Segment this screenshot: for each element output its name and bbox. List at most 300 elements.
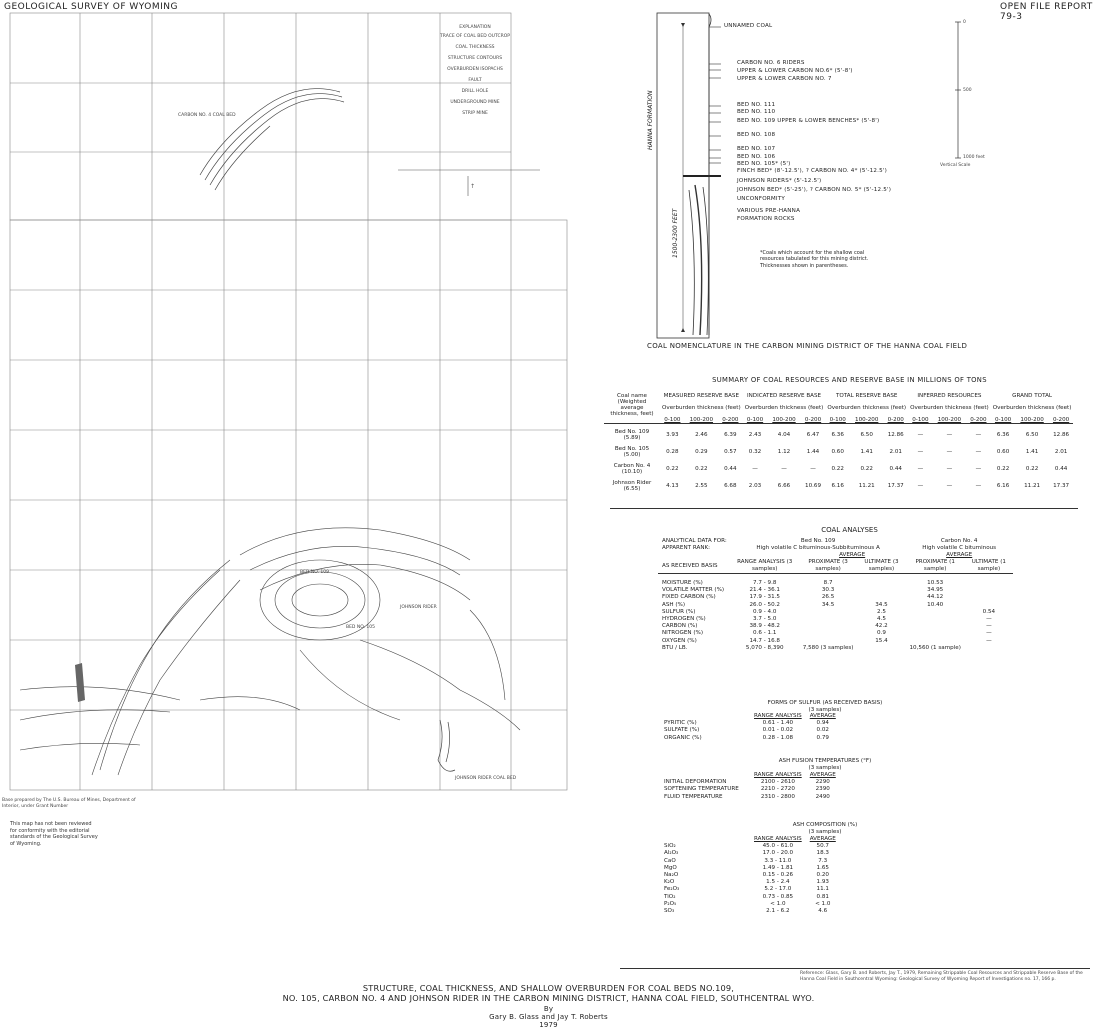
range-header: 0-200 <box>970 417 987 423</box>
map-title-line2: NO. 105, CARBON NO. 4 AND JOHNSON RIDER IN THE CARBON MINING DISTRICT, HANNA COAL FIELD, SOUTHCENTRAL WYO. <box>282 993 815 1003</box>
value-cell: 4.6 <box>818 908 828 915</box>
value-cell: 17.9 - 31.5 <box>749 594 780 601</box>
value-cell: 0.94 <box>816 720 829 727</box>
ash-samples: (3 samples) <box>808 765 842 771</box>
bed2: Carbon No. 4 <box>940 538 978 544</box>
property-cell: CARBON (%) <box>662 623 698 630</box>
value-cell: 2.1 - 6.2 <box>766 908 790 915</box>
property-cell: HYDROGEN (%) <box>662 616 706 623</box>
table-row <box>658 594 1013 601</box>
table-row <box>604 475 1073 492</box>
map-label: JOHNSON RIDER COAL BED <box>455 776 517 781</box>
label: ANALYTICAL DATA FOR: <box>662 538 727 544</box>
unit-label: JOHNSON BED* (5'-25'), ? CARBON NO. 5* (5'-12.5') <box>737 187 892 193</box>
unit-label: FINCH BED* (8'-12.5'), ? CARBON NO. 4* (5'-12.5') <box>737 168 888 174</box>
property-cell: INITIAL DEFORMATION <box>664 779 727 786</box>
value-cell: 1.65 <box>816 864 829 871</box>
value-cell: 2.46 <box>695 432 708 438</box>
group-sub: Overburden thickness (feet) <box>827 405 907 411</box>
coal-name-cell <box>604 424 660 442</box>
value-cell: 0.20 <box>816 872 829 879</box>
value-cell: 8.7 <box>823 580 833 586</box>
col-header: PROXIMATE (3 samples) <box>808 559 848 572</box>
value-cell <box>799 609 858 616</box>
value-cell: 4.04 <box>777 432 791 438</box>
coal-name-cell <box>604 441 660 458</box>
value-cell: 15.4 <box>875 637 888 644</box>
value-cell: 38.9 - 48.2 <box>749 623 780 630</box>
unit-label: BED NO. 107 <box>737 146 776 152</box>
value-cell: 30.3 <box>821 587 835 594</box>
value-cell: — <box>917 483 924 489</box>
value-cell: 0.02 <box>816 727 829 734</box>
value-cell: 7.7 - 9.8 <box>753 580 777 586</box>
coal-name: Johnson Rider <box>612 480 652 486</box>
value-cell: — <box>810 466 816 472</box>
property-cell: FIXED CARBON (%) <box>662 594 716 601</box>
value-cell: — <box>986 623 992 630</box>
value-cell: 17.37 <box>887 483 904 489</box>
references: Reference: Glass, Gary B. and Roberts, Jay T., 1979, Remaining Strippable Coal Resources and Strippable Reserve Base of the Hanna Coal Field in Southcentral Wyoming: Geological Survey of Wyoming Report of Investigations no. 17, 166 p. <box>800 971 1083 982</box>
value-cell: — <box>917 432 924 438</box>
vertical-scale <box>950 18 1010 168</box>
unit-label: UPPER & LOWER CARBON NO. 7 <box>737 76 832 82</box>
upper-outcrop <box>200 89 344 190</box>
value-cell: 4.5 <box>877 616 886 623</box>
review-note: This map has not been reviewed for conformity with the editorial standards of the Geological Survey of Wyoming. <box>10 821 98 847</box>
value-cell: 2.5 <box>877 608 886 615</box>
value-cell: 6.66 <box>777 483 791 489</box>
value-cell: 26.5 <box>821 594 835 601</box>
lower-right-outcrop <box>438 720 455 771</box>
unit-label: FORMATION ROCKS <box>737 216 795 222</box>
range-header: 100-200 <box>689 417 714 423</box>
value-cell: 0.60 <box>996 449 1010 455</box>
coal-map <box>0 0 600 850</box>
explanation-title: EXPLANATION <box>459 25 491 30</box>
column-caption: COAL NOMENCLATURE IN THE CARBON MINING DISTRICT OF THE HANNA COAL FIELD <box>647 342 968 350</box>
unit-label: BED NO. 108 <box>737 132 776 138</box>
unit-label: BED NO. 110 <box>737 109 776 115</box>
value-cell: 6.36 <box>996 432 1010 438</box>
coal-thickness: (5.89) <box>623 435 641 441</box>
table-row <box>658 630 1013 637</box>
value-cell: 0.29 <box>695 449 708 455</box>
header-left: GEOLOGICAL SURVEY OF WYOMING <box>4 2 178 12</box>
value-cell: 0.22 <box>860 466 873 472</box>
unit-label: BED NO. 111 <box>737 102 776 108</box>
group-sub: Overburden thickness (feet) <box>744 405 824 411</box>
value-cell: — <box>781 466 787 472</box>
explanation-item: COAL THICKNESS <box>455 45 495 50</box>
value-cell: 0.61 - 1.40 <box>762 720 794 727</box>
range-header: 0-100 <box>746 417 764 423</box>
value-cell: 0.15 - 0.26 <box>762 872 794 879</box>
property-cell: K₂O <box>664 879 675 886</box>
thickness-label: 1500-2300 FEET <box>672 208 679 258</box>
unit-label: UPPER & LOWER CARBON NO.6* (5'-8') <box>737 68 853 74</box>
column-footnote: *Coals which account for the shallow coal resources tabulated for this mining district. Thicknesses shown in parentheses. <box>760 250 869 269</box>
summary-title: SUMMARY OF COAL RESOURCES AND RESERVE BASE IN MILLIONS OF TONS <box>712 376 987 384</box>
range-label: RANGE ANALYSIS <box>754 772 802 778</box>
value-cell <box>965 645 1013 652</box>
analyses-title: COAL ANALYSES <box>821 526 878 534</box>
unit-label: BED NO. 109 UPPER & LOWER BENCHES* (5'-8') <box>737 118 880 124</box>
ash-title: ASH FUSION TEMPERATURES (°F) <box>778 758 872 764</box>
range-header: 100-200 <box>1020 417 1044 423</box>
map-label: JOHNSON RIDER <box>400 605 437 610</box>
coal-name-cell <box>604 475 660 492</box>
table-row <box>660 858 840 865</box>
rank1: High volatile C bituminous-Subbituminous A <box>756 545 880 551</box>
value-cell: 11.21 <box>858 483 875 489</box>
table-row <box>660 794 840 801</box>
unit-label: BED NO. 106 <box>737 154 776 160</box>
value-cell <box>857 587 905 594</box>
unit-label: UNNAMED COAL <box>724 23 773 29</box>
range-header: 0-100 <box>829 417 846 423</box>
value-cell: 0.28 - 1.08 <box>762 734 794 741</box>
coal-name-cell <box>604 458 660 475</box>
col-header: PROXIMATE (1 sample) <box>915 559 955 572</box>
unit-label: CARBON NO. 6 RIDERS <box>737 60 805 66</box>
value-cell: 0.9 <box>877 630 886 637</box>
value-cell: — <box>975 466 982 472</box>
property-cell: NITROGEN (%) <box>662 630 704 637</box>
value-cell: 1.5 - 2.4 <box>766 879 790 886</box>
value-cell: 7,580 (3 samples) <box>802 644 854 651</box>
value-cell: — <box>752 466 758 472</box>
col-header: RANGE ANALYSIS (3 samples) <box>737 559 793 572</box>
table-row <box>660 879 840 886</box>
value-cell: — <box>917 449 924 455</box>
value-cell: 0.44 <box>1054 466 1068 472</box>
sulfur-title: FORMS OF SULFUR (AS RECEIVED BASIS) <box>767 700 883 706</box>
value-cell: 2490 <box>815 793 830 800</box>
value-cell: 0.22 <box>666 466 679 472</box>
value-cell: 0.9 - 4.0 <box>753 608 777 615</box>
property-cell: BTU / LB. <box>662 644 688 651</box>
value-cell: — <box>946 466 953 472</box>
map-explanation <box>420 25 530 116</box>
footer <box>0 983 1097 1029</box>
year: 1979 <box>539 1021 558 1029</box>
scale-tick-label: 1000 feet <box>963 155 985 160</box>
sulfur-table <box>660 713 840 742</box>
value-cell: 0.44 <box>889 466 902 472</box>
value-cell: 2.55 <box>695 483 708 489</box>
coal-name: Bed No. 109 <box>614 429 650 435</box>
value-cell: 17.37 <box>1053 483 1070 489</box>
table-row <box>660 901 840 908</box>
value-cell: 14.7 - 16.8 <box>749 637 780 644</box>
value-cell: 2290 <box>815 779 830 786</box>
explanation-item: OVERBURDEN ISOPACHS <box>447 67 503 72</box>
table-row <box>658 623 1013 630</box>
value-cell: 2390 <box>815 786 830 793</box>
col-coal-name: Coal name <box>617 393 647 399</box>
value-cell: 50.7 <box>816 843 829 850</box>
property-cell: PYRITIC (%) <box>664 720 697 727</box>
north-arrow-icon: ↑ <box>470 183 476 190</box>
group-header: INFERRED RESOURCES <box>917 393 982 399</box>
value-cell: 6.16 <box>831 483 844 489</box>
value-cell: 0.6 - 1.1 <box>753 630 777 637</box>
value-cell: 0.22 <box>831 466 844 472</box>
value-cell: 11.21 <box>1024 483 1041 489</box>
value-cell: 5,070 - 8,390 <box>745 644 784 651</box>
value-cell: 6.39 <box>724 432 737 438</box>
value-cell: 34.95 <box>927 587 944 594</box>
coal-field-contours <box>20 528 520 775</box>
unit-label: VARIOUS PRE-HANNA <box>737 208 801 214</box>
value-cell: 10,560 (1 sample) <box>909 644 961 651</box>
value-cell: < 1.0 <box>815 900 831 907</box>
value-cell <box>905 609 964 616</box>
avg-label: AVERAGE <box>809 836 836 842</box>
group-sub: Overburden thickness (feet) <box>910 405 989 411</box>
value-cell: 2100 - 2610 <box>760 779 795 786</box>
value-cell <box>905 630 964 637</box>
value-cell: 1.44 <box>806 449 820 455</box>
value-cell: 34.5 <box>821 601 835 608</box>
table-row <box>660 727 840 734</box>
value-cell: 1.41 <box>1025 449 1039 455</box>
strat-column <box>645 5 735 345</box>
comp-table <box>660 836 840 915</box>
table-row <box>660 779 840 786</box>
value-cell: — <box>986 637 992 644</box>
value-cell: 17.0 - 20.0 <box>762 850 794 857</box>
value-cell: 6.16 <box>996 483 1010 489</box>
by-label: By <box>543 1005 554 1013</box>
property-cell: VOLATILE MATTER (%) <box>662 587 725 594</box>
value-cell: 12.86 <box>887 432 904 438</box>
unit-label: UNCONFORMITY <box>737 196 785 202</box>
col-header: ULTIMATE (1 sample) <box>971 559 1006 572</box>
value-cell <box>799 638 858 645</box>
value-cell: — <box>975 483 982 489</box>
value-cell: 0.81 <box>816 893 829 900</box>
scale-bar <box>398 170 540 196</box>
group-sub: Overburden thickness (feet) <box>992 405 1072 411</box>
table-row <box>658 587 1013 594</box>
sulfur-samples: (3 samples) <box>808 707 842 713</box>
label: APPARENT RANK: <box>662 545 711 551</box>
range-header: 0-100 <box>664 417 681 423</box>
value-cell: 1.41 <box>860 449 873 455</box>
value-cell: 2.01 <box>889 449 902 455</box>
value-cell: 26.0 - 50.2 <box>749 601 780 608</box>
value-cell: 0.57 <box>724 449 737 455</box>
table-row <box>658 602 1013 609</box>
value-cell: — <box>946 432 953 438</box>
value-cell: — <box>946 449 953 455</box>
value-cell: 44.12 <box>927 594 944 601</box>
value-cell: 21.4 - 36.1 <box>749 587 780 594</box>
table-row <box>660 786 840 793</box>
value-cell: 2310 - 2800 <box>760 793 795 800</box>
explanation-item: TRACE OF COAL BED OUTCROP <box>440 34 510 39</box>
property-cell: Fe₂O₃ <box>664 886 680 893</box>
value-cell: 3.7 - 5.0 <box>753 616 777 623</box>
value-cell: 2.43 <box>748 432 762 438</box>
property-cell: FLUID TEMPERATURE <box>664 793 723 800</box>
value-cell: 12.86 <box>1053 432 1070 438</box>
explanation-item: STRUCTURE CONTOURS <box>447 56 503 61</box>
range-header: 0-200 <box>1052 417 1070 423</box>
value-cell <box>799 630 858 637</box>
divider <box>610 508 1078 509</box>
value-cell: 6.47 <box>806 432 820 438</box>
value-cell: — <box>917 466 924 472</box>
table-row <box>660 886 840 893</box>
value-cell: 10.40 <box>927 601 944 608</box>
explanation-item: FAULT <box>468 78 482 83</box>
table-row <box>660 850 840 857</box>
coal-thickness: (6.55) <box>623 486 641 492</box>
value-cell: 10.53 <box>927 580 944 586</box>
value-cell: 0.73 - 0.85 <box>762 893 794 900</box>
map-label: BED NO. 105 <box>346 625 376 630</box>
value-cell: 11.1 <box>816 886 829 893</box>
range-header: 0-100 <box>912 417 929 423</box>
value-cell: 3.3 - 11.0 <box>764 857 792 864</box>
ash-title-block <box>730 758 920 772</box>
table-row <box>658 645 1013 652</box>
value-cell: 1.12 <box>777 449 791 455</box>
coal-thickness: (10.10) <box>621 469 643 475</box>
value-cell: — <box>975 449 982 455</box>
value-cell: 6.50 <box>860 432 873 438</box>
coal-thickness: (5.00) <box>623 452 641 458</box>
table-row <box>660 843 840 850</box>
value-cell <box>905 616 964 623</box>
value-cell: 10.69 <box>805 483 822 489</box>
coal-name: Bed No. 105 <box>614 446 650 452</box>
col-coal-sub: (Weighted average thickness, feet) <box>610 399 654 417</box>
explanation-item: DRILL HOLE <box>461 89 489 94</box>
value-cell: — <box>975 432 982 438</box>
table-row <box>604 458 1073 475</box>
table-row <box>660 735 840 742</box>
value-cell: 4.13 <box>666 483 679 489</box>
range-header: 100-200 <box>855 417 879 423</box>
group-header: TOTAL RESERVE BASE <box>835 393 898 399</box>
value-cell: 42.2 <box>875 623 888 630</box>
sulfur-title-block <box>720 700 930 714</box>
value-cell <box>857 580 905 587</box>
value-cell: 6.50 <box>1025 432 1039 438</box>
property-cell: MOISTURE (%) <box>662 580 703 586</box>
property-cell: SiO₂ <box>664 843 676 850</box>
range-header: 0-200 <box>722 417 739 423</box>
value-cell: 45.0 - 61.0 <box>762 843 794 850</box>
range-label: RANGE ANALYSIS <box>754 836 802 842</box>
value-cell: 0.32 <box>748 449 762 455</box>
coal-name: Carbon No. 4 <box>613 463 651 469</box>
table-row <box>660 908 840 915</box>
basis-label: AS RECEIVED BASIS <box>662 562 718 569</box>
property-cell: SULFATE (%) <box>664 727 700 734</box>
value-cell <box>799 623 858 630</box>
authors: Gary B. Glass and Jay T. Roberts <box>489 1013 608 1021</box>
scale-tick-label: 500 <box>963 88 972 93</box>
property-cell: CaO <box>664 857 676 864</box>
value-cell: 0.01 - 0.02 <box>762 727 794 734</box>
value-cell <box>905 638 964 645</box>
value-cell: 0.22 <box>996 466 1010 472</box>
group-header: INDICATED RESERVE BASE <box>746 393 822 399</box>
property-cell: SOFTENING TEMPERATURE <box>664 786 739 793</box>
average-label: AVERAGE <box>946 552 973 558</box>
range-header: 0-200 <box>804 417 822 423</box>
value-cell <box>965 580 1013 587</box>
value-cell: 6.36 <box>831 432 844 438</box>
scale-caption: Vertical Scale <box>940 163 971 168</box>
property-cell: P₂O₅ <box>664 900 677 907</box>
base-note: Base prepared by The U.S. Bureau of Mines, Department of Interior, under Grant Number <box>2 798 136 809</box>
table-row <box>604 441 1073 458</box>
comp-samples: (3 samples) <box>808 829 842 835</box>
value-cell: 2210 - 2720 <box>760 786 795 793</box>
value-cell: 0.60 <box>831 449 844 455</box>
bed1: Bed No. 109 <box>800 538 836 544</box>
unit-label: JOHNSON RIDERS* (5'-12.5') <box>737 178 822 184</box>
value-cell <box>965 587 1013 594</box>
unit-label: BED NO. 105* (5') <box>737 161 791 167</box>
range-header: 0-200 <box>887 417 904 423</box>
map-label: CARBON NO. 4 COAL BED <box>178 113 236 118</box>
group-sub: Overburden thickness (feet) <box>662 405 741 411</box>
avg-label: AVERAGE <box>809 713 836 719</box>
value-cell: — <box>986 616 992 623</box>
value-cell: < 1.0 <box>770 900 786 907</box>
strip-mine-area <box>75 663 85 702</box>
value-cell: 2.01 <box>1054 449 1068 455</box>
group-header: MEASURED RESERVE BASE <box>663 393 739 399</box>
map-label: BED NO. 109 <box>300 570 330 575</box>
summary-table <box>604 393 1073 492</box>
value-cell: 0.22 <box>695 466 708 472</box>
ash-table <box>660 772 840 801</box>
analyses-table <box>658 538 1013 652</box>
property-cell: ORGANIC (%) <box>664 734 702 741</box>
value-cell <box>857 645 905 652</box>
value-cell: 1.49 - 1.81 <box>762 864 794 871</box>
value-cell: — <box>986 630 992 637</box>
group-header: GRAND TOTAL <box>1012 393 1053 399</box>
value-cell: 5.2 - 17.0 <box>764 886 792 893</box>
range-label: RANGE ANALYSIS <box>754 713 802 719</box>
property-cell: TiO₂ <box>664 893 676 900</box>
value-cell <box>857 594 905 601</box>
table-row <box>660 894 840 901</box>
table-row <box>658 609 1013 616</box>
col-header: ULTIMATE (3 samples) <box>864 559 899 572</box>
property-cell: Na₂O <box>664 872 679 879</box>
value-cell <box>905 623 964 630</box>
value-cell: 18.3 <box>816 850 829 857</box>
value-cell: 0.22 <box>1025 466 1039 472</box>
property-cell: ASH (%) <box>662 601 686 608</box>
value-cell <box>965 602 1013 609</box>
map-title-line1: STRUCTURE, COAL THICKNESS, AND SHALLOW OVERBURDEN FOR COAL BEDS NO.109, <box>362 983 735 993</box>
formation-label: HANNA FORMATION <box>647 90 654 150</box>
property-cell: SO₃ <box>664 908 675 915</box>
range-header: 0-100 <box>994 417 1012 423</box>
explanation-item: UNDERGROUND MINE <box>450 100 500 105</box>
